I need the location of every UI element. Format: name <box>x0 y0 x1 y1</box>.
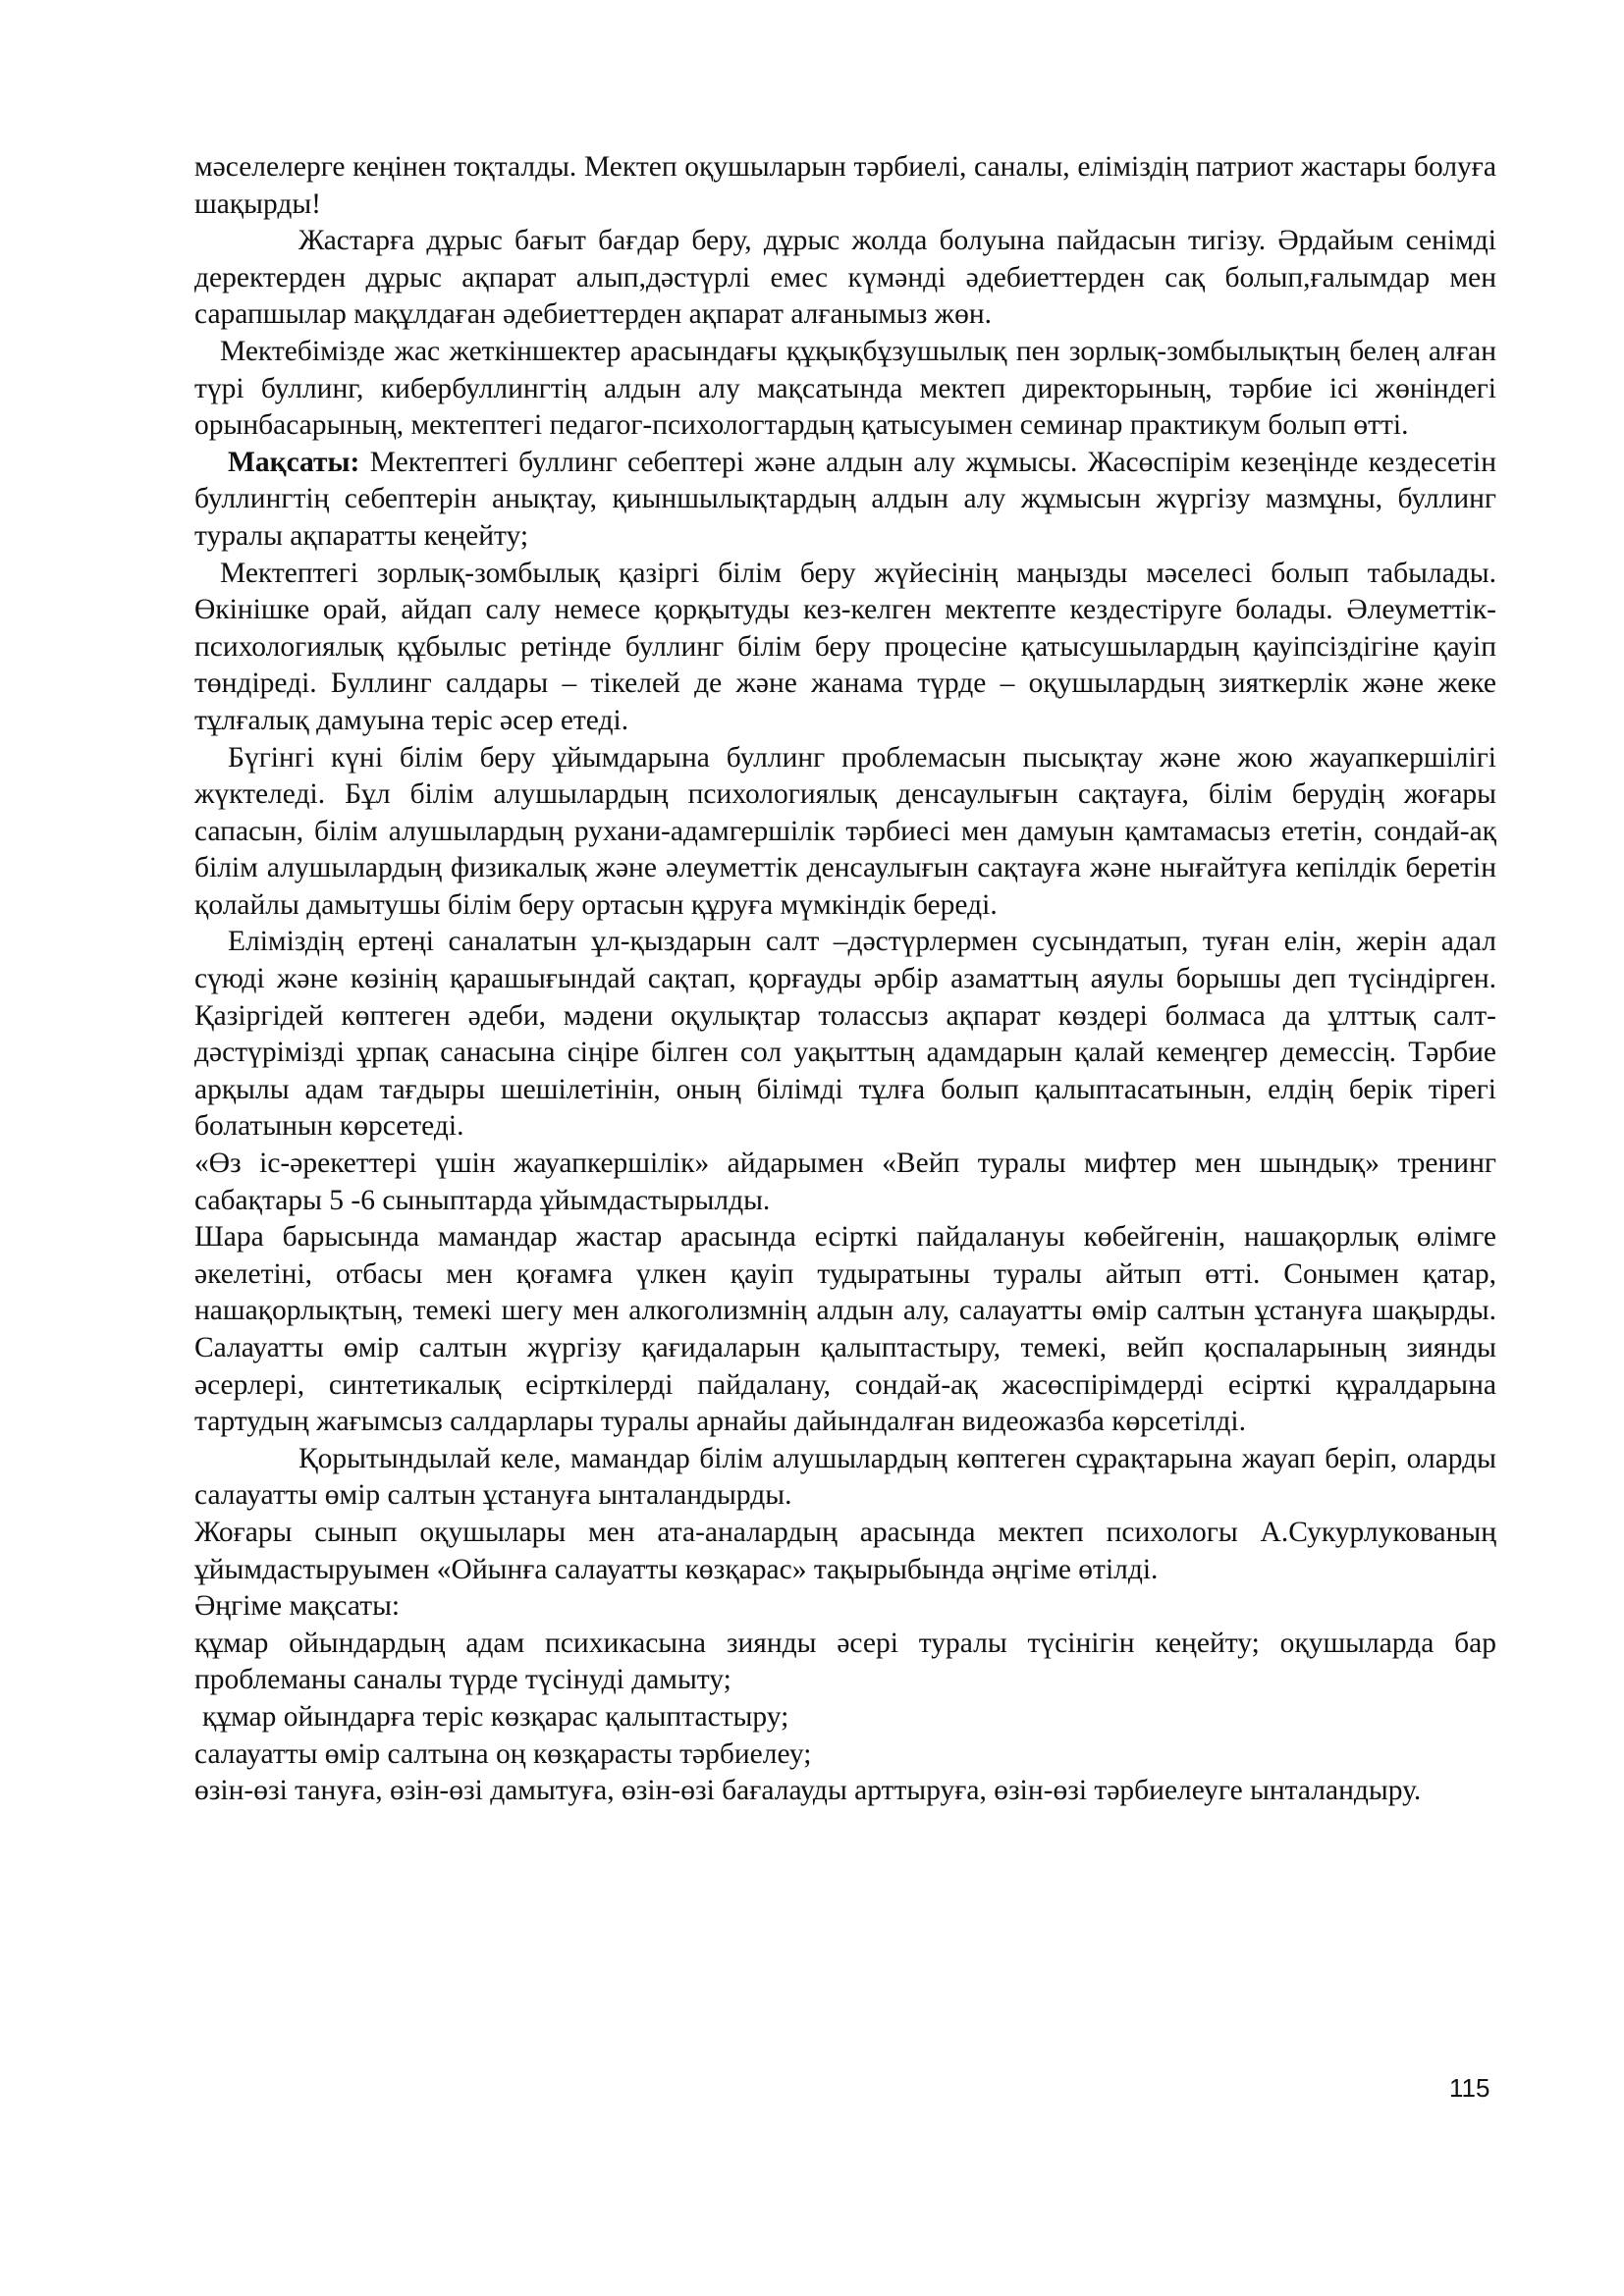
document-body <box>194 149 1496 1810</box>
paragraph-8: «Өз іс-әрекеттері үшін жауапкершілік» айдарымен «Вейп туралы мифтер мен шындық» тренинг сабақтары 5 -6 сыныптарда ұйымдастырылды. <box>194 1148 1496 1216</box>
page-number: 115 <box>1449 2073 1490 2103</box>
goal-label: Мақсаты: <box>228 446 360 478</box>
paragraph-13: құмар ойындардың адам психикасына зиянды әсері туралы түсінігін кеңейту; оқушыларда бар проблеманы саналы түрде түсінуді дамыту; <box>194 1627 1496 1696</box>
paragraph-9: Шара барысында мамандар жастар арасында есірткі пайдалануы көбейгенін, нашақорлық өлімге әкелетіні, отбасы мен қоғамға үлкен қауіп тудыратыны туралы айтып өтті. Сонымен қатар, нашақорлықтың, темекі шегу мен алкоголизмнің алдын алу, салауатты өмір салтын ұстануға шақырды. Салауатты өмір салтын жүргізу қағидаларын қалыптастыру, темекі, вейп қоспаларының зиянды әсерлері, синтетикалық есірткілерді пайдалану, сондай-ақ жасөспірімдерді есірткі құралдарына тартудың жағымсыз салдарлары туралы арнайы дайындалған видеожазба көрсетілді. <box>194 1221 1496 1438</box>
paragraph-5: Мектептегі зорлық-зомбылық қазіргі білім беру жүйесінің маңызды мәселесі болып табылады. Өкінішке орай, айдап салу немесе қорқытуды кез-келген мектепте кездестіруге болады. Әлеуметтік-психологиялық құбылыс ретінде буллинг білім беру процесіне қатысушылардың қауіпсіздігіне қауіп төндіреді. Буллинг салдары – тікелей де және жанама түрде – оқушылардың зияткерлік және жеке тұлғалық дамуына теріс әсер етеді. <box>194 557 1496 736</box>
paragraph-3: Мектебімізде жас жеткіншектер арасындағы құқықбұзушылық пен зорлық-зомбылықтың белең алған түрі буллинг, кибербуллингтің алдын алу мақсатында мектеп директорының, тәрбие ісі жөніндегі орынбасарының, мектептегі педагог-психологтардың қатысуымен семинар практикум болып өтті. <box>194 335 1496 442</box>
paragraph-15: салауатты өмір салтына оң көзқарасты тәрбиелеу; <box>194 1737 812 1770</box>
paragraph-12: Әңгіме мақсаты: <box>194 1590 401 1623</box>
paragraph-11: Жоғары сынып оқушылары мен ата-аналардың арасында мектеп психологы А.Сукурлукованың ұйымдастыруымен «Ойынға салауатты көзқарас» тақырыбында әңгіме өтілді. <box>194 1516 1496 1585</box>
paragraph-14: құмар ойындарға теріс көзқарас қалыптастыру; <box>202 1700 789 1733</box>
paragraph-16: өзін-өзі тануға, өзін-өзі дамытуға, өзін-өзі бағалауды арттыруға, өзін-өзі тәрбиелеуге ынталандыру. <box>194 1775 1422 1807</box>
paragraph-1: мәселелерге кеңінен тоқталды. Мектеп оқушыларын тәрбиелі, саналы, еліміздің патриот жастары болуға шақырды! <box>194 151 1496 220</box>
paragraph-10: Қорытындылай келе, мамандар білім алушылардың көптеген сұрақтарына жауап беріп, оларды салауатты өмір салтын ұстануға ынталандырды. <box>194 1442 1496 1512</box>
paragraph-goal <box>194 445 1496 556</box>
goal-text: Мектептегі буллинг себептері және алдын алу жұмысы. Жасөспірім кезеңінде кездесетін буллингтің себептерін анықтау, қиыншылықтардың алдын алу жұмысын жүргізу мазмұны, буллинг туралы ақпаратты кеңейту; <box>194 446 1496 552</box>
paragraph-2: Жастарға дұрыс бағыт бағдар беру, дұрыс жолда болуына пайдасын тигізу. Әрдайым сенімді деректерден дұрыс ақпарат алып,дәстүрлі емес күмәнді әдебиеттерден сақ болып,ғалымдар мен сарапшылар мақұлдаған әдебиеттерден ақпарат алғанымыз жөн. <box>194 225 1496 331</box>
paragraph-7: Еліміздің ертеңі саналатын ұл-қыздарын салт –дәстүрлермен сусындатып, туған елін, жерін адал сүюді және көзінің қарашығындай сақтап, қорғауды әрбір азаматтың аяулы борышы деп түсіндірген. Қазіргідей көптеген әдеби, мәдени оқулықтар толассыз ақпарат көздері болмаса да ұлттық салт-дәстүрімізді ұрпақ санасына сіңіре білген сол уақыттың адамдарын қалай кемеңгер демессің. Тәрбие арқылы адам тағдыры шешілетінін, оның білімді тұлға болып қалыптасатынын, елдің берік тірегі болатынын көрсетеді. <box>194 926 1496 1143</box>
paragraph-6: Бүгінгі күні білім беру ұйымдарына буллинг проблемасын пысықтау және жою жауапкершілігі жүктеледі. Бұл білім алушылардың психологиялық денсаулығын сақтауға, білім берудің жоғары сапасын, білім алушылардың рухани-адамгершілік тәрбиесі мен дамуын қамтамасыз ететін, сондай-ақ білім алушылардың физикалық және әлеуметтік денсаулығын сақтауға және нығайтуға кепілдік беретін қолайлы дамытушы білім беру ортасын құруға мүмкіндік береді. <box>194 741 1496 921</box>
